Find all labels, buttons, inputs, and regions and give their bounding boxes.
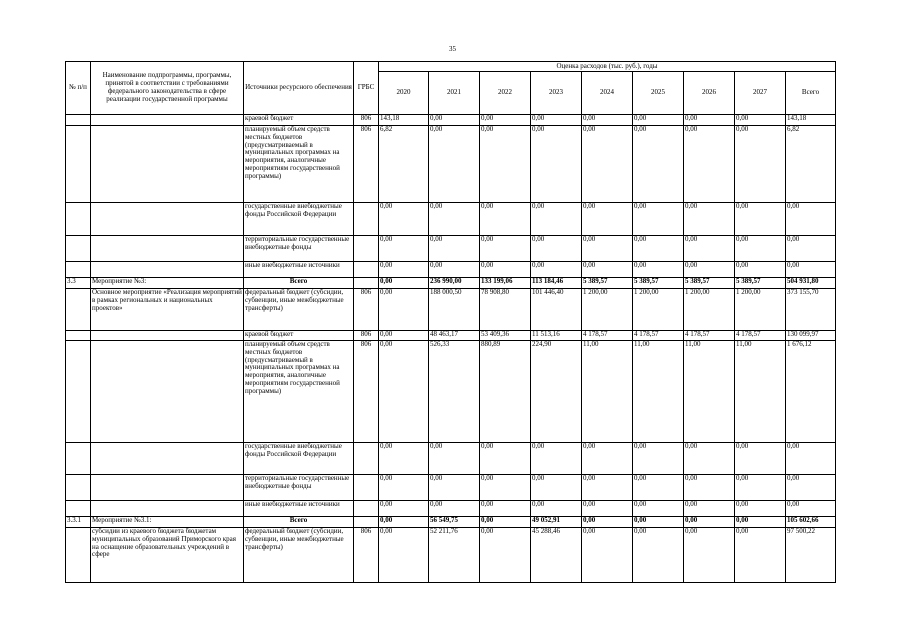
row-value: 0,00: [582, 475, 633, 501]
row-value: 0,00: [684, 236, 735, 262]
row-value: 0,00: [633, 501, 684, 517]
row-value: 11,00: [582, 341, 633, 443]
row-value: 0,00: [379, 501, 429, 517]
row-value: 0,00: [684, 528, 735, 583]
row-value: 0,00: [684, 115, 735, 126]
row-value: 5 389,57: [684, 278, 735, 289]
row-source: Всего: [244, 278, 354, 289]
row-value: 4 178,57: [582, 331, 633, 341]
row-value: 0,00: [633, 236, 684, 262]
row-num: [66, 475, 91, 501]
row-value: 0,00: [531, 475, 582, 501]
row-value: 0,00: [735, 236, 786, 262]
row-name: [91, 475, 244, 501]
row-grbs: 806: [354, 528, 379, 583]
row-source: Всего: [244, 517, 354, 528]
row-grbs: 806: [354, 341, 379, 443]
row-value: 0,00: [786, 475, 836, 501]
row-value: 11 513,16: [531, 331, 582, 341]
row-value: 0,00: [429, 475, 480, 501]
row-value: 0,00: [480, 126, 531, 203]
table-row: [66, 289, 836, 331]
table-row: [66, 331, 836, 341]
row-value: 0,00: [429, 262, 480, 278]
row-value: 0,00: [582, 236, 633, 262]
row-value: 11,00: [684, 341, 735, 443]
row-value: 1 200,00: [633, 289, 684, 331]
table-row: [66, 341, 836, 443]
row-value: 143,18: [379, 115, 429, 126]
header-year: 2021: [429, 72, 480, 115]
row-value: 5 389,57: [735, 278, 786, 289]
row-value: 0,00: [735, 475, 786, 501]
row-source: федеральный бюджет (субсидии, субвенции, иные межбюджетные трансферты): [244, 289, 354, 331]
row-source: краевой бюджет: [244, 115, 354, 126]
row-name: [91, 203, 244, 236]
row-value: 0,00: [531, 126, 582, 203]
row-name: [91, 126, 244, 203]
row-grbs: 806: [354, 331, 379, 341]
row-value: 0,00: [531, 236, 582, 262]
row-value: 0,00: [379, 341, 429, 443]
row-value: 0,00: [480, 501, 531, 517]
row-source: иные внебюджетные источники: [244, 262, 354, 278]
row-value: 105 602,66: [786, 517, 836, 528]
row-grbs: [354, 278, 379, 289]
row-value: 0,00: [633, 203, 684, 236]
row-name: [91, 262, 244, 278]
row-value: 1 200,00: [582, 289, 633, 331]
row-value: 0,00: [633, 475, 684, 501]
row-source: иные внебюджетные источники: [244, 501, 354, 517]
row-value: 49 052,91: [531, 517, 582, 528]
row-num: [66, 443, 91, 475]
row-value: 0,00: [379, 331, 429, 341]
header-year: 2026: [684, 72, 735, 115]
row-value: 0,00: [633, 126, 684, 203]
row-value: 0,00: [786, 236, 836, 262]
row-num: [66, 341, 91, 443]
row-value: 236 990,00: [429, 278, 480, 289]
row-value: 0,00: [429, 236, 480, 262]
table-row: [66, 278, 836, 289]
row-value: 0,00: [531, 203, 582, 236]
row-value: 6,82: [379, 126, 429, 203]
row-grbs: 806: [354, 115, 379, 126]
row-value: 0,00: [684, 126, 735, 203]
row-grbs: [354, 203, 379, 236]
table-body: [66, 115, 836, 583]
row-source: территориальные государственные внебюджетные фонды: [244, 475, 354, 501]
row-value: 4 178,57: [684, 331, 735, 341]
page-number: 35: [449, 45, 456, 53]
row-num: [66, 203, 91, 236]
row-value: 0,00: [379, 289, 429, 331]
row-value: 113 184,46: [531, 278, 582, 289]
budget-table: [65, 61, 836, 583]
row-value: 0,00: [582, 517, 633, 528]
row-name: [91, 443, 244, 475]
row-value: 48 463,17: [429, 331, 480, 341]
row-value: 0,00: [531, 115, 582, 126]
header-year: 2022: [480, 72, 531, 115]
row-grbs: 806: [354, 289, 379, 331]
row-name: [91, 115, 244, 126]
row-value: 0,00: [480, 115, 531, 126]
row-num: 3.3.1: [66, 517, 91, 528]
row-value: 0,00: [633, 528, 684, 583]
header-year: 2020: [379, 72, 429, 115]
row-value: 0,00: [684, 501, 735, 517]
row-value: 52 211,76: [429, 528, 480, 583]
row-value: 130 099,97: [786, 331, 836, 341]
row-value: 0,00: [480, 443, 531, 475]
row-value: 78 908,80: [480, 289, 531, 331]
table-row: [66, 126, 836, 203]
table-row: [66, 236, 836, 262]
row-grbs: [354, 517, 379, 528]
row-value: 1 200,00: [735, 289, 786, 331]
row-value: 0,00: [480, 528, 531, 583]
row-num: [66, 528, 91, 583]
row-value: 0,00: [480, 262, 531, 278]
row-value: 0,00: [633, 517, 684, 528]
row-value: 0,00: [684, 443, 735, 475]
row-name: Основное мероприятие «Реализация мероприятий в рамках региональных и национальных проектов»: [91, 289, 244, 331]
row-value: 0,00: [379, 528, 429, 583]
row-value: 0,00: [735, 501, 786, 517]
row-grbs: 806: [354, 126, 379, 203]
row-value: 0,00: [582, 443, 633, 475]
row-value: 1 200,00: [684, 289, 735, 331]
row-value: 0,00: [582, 203, 633, 236]
row-source: планируемый объем средств местных бюджетов (предусматриваемый в муниципальных программах на мероприятия, аналогичные мероприятиям государственной программы): [244, 341, 354, 443]
row-value: 0,00: [786, 501, 836, 517]
header-year: Всего: [786, 72, 836, 115]
header-year: 2027: [735, 72, 786, 115]
row-value: 880,89: [480, 341, 531, 443]
row-value: 0,00: [633, 443, 684, 475]
row-value: 0,00: [379, 278, 429, 289]
row-value: 0,00: [531, 262, 582, 278]
row-num: [66, 501, 91, 517]
row-value: 97 500,22: [786, 528, 836, 583]
row-source: государственные внебюджетные фонды Российской Федерации: [244, 203, 354, 236]
row-name: Мероприятие №3.1:: [91, 517, 244, 528]
row-value: 5 389,57: [582, 278, 633, 289]
table-header: [66, 62, 836, 115]
table-row: [66, 528, 836, 583]
row-value: 0,00: [684, 517, 735, 528]
row-value: 0,00: [429, 115, 480, 126]
row-source: государственные внебюджетные фонды Российской Федерации: [244, 443, 354, 475]
row-value: 504 931,80: [786, 278, 836, 289]
row-value: 526,33: [429, 341, 480, 443]
header-name: Наименование подпрограммы, программы, принятой в соответствии с требованиями федерального законодательства в сфере реализации государственной программы: [91, 62, 244, 115]
header-year: 2025: [633, 72, 684, 115]
table-row: [66, 443, 836, 475]
row-source: краевой бюджет: [244, 331, 354, 341]
table-row: [66, 475, 836, 501]
row-value: 0,00: [429, 203, 480, 236]
row-value: 188 000,50: [429, 289, 480, 331]
row-num: [66, 331, 91, 341]
table-row: [66, 501, 836, 517]
header-estimate: Оценка расходов (тыс. руб.), годы: [379, 62, 836, 72]
row-num: [66, 115, 91, 126]
row-num: [66, 126, 91, 203]
row-value: 0,00: [633, 115, 684, 126]
row-value: 11,00: [633, 341, 684, 443]
row-grbs: [354, 501, 379, 517]
row-value: 0,00: [735, 203, 786, 236]
row-value: 0,00: [531, 501, 582, 517]
row-value: 0,00: [582, 115, 633, 126]
table-row: [66, 115, 836, 126]
row-value: 0,00: [379, 443, 429, 475]
row-value: 0,00: [480, 475, 531, 501]
row-grbs: [354, 443, 379, 475]
row-value: 0,00: [735, 126, 786, 203]
row-value: 0,00: [735, 262, 786, 278]
row-value: 0,00: [735, 115, 786, 126]
row-value: 0,00: [379, 236, 429, 262]
row-source: территориальные государственные внебюджетные фонды: [244, 236, 354, 262]
row-value: 0,00: [786, 443, 836, 475]
row-value: 56 549,75: [429, 517, 480, 528]
header-source: Источники ресурсного обеспечения: [244, 62, 354, 115]
row-value: 101 446,40: [531, 289, 582, 331]
row-num: [66, 289, 91, 331]
row-value: 0,00: [582, 126, 633, 203]
row-value: 133 199,06: [480, 278, 531, 289]
row-value: 0,00: [582, 501, 633, 517]
row-value: 0,00: [786, 262, 836, 278]
row-value: 11,00: [735, 341, 786, 443]
row-value: 0,00: [379, 475, 429, 501]
header-year: 2023: [531, 72, 582, 115]
row-source: федеральный бюджет (субсидии, субвенции, иные межбюджетные трансферты): [244, 528, 354, 583]
row-value: 143,18: [786, 115, 836, 126]
row-value: 0,00: [480, 236, 531, 262]
table-row: [66, 262, 836, 278]
row-value: 0,00: [735, 443, 786, 475]
row-name: [91, 341, 244, 443]
row-num: [66, 236, 91, 262]
row-value: 6,82: [786, 126, 836, 203]
row-name: [91, 236, 244, 262]
row-value: 4 178,57: [735, 331, 786, 341]
header-num: № п/п: [66, 62, 91, 115]
row-value: 0,00: [379, 517, 429, 528]
row-value: 0,00: [379, 262, 429, 278]
row-name: субсидии из краевого бюджета бюджетам муниципальных образований Приморского края на оснащение образовательных учреждений в сфере: [91, 528, 244, 583]
row-value: 0,00: [429, 126, 480, 203]
row-source: планируемый объем средств местных бюджетов (предусматриваемый в муниципальных программах на мероприятия, аналогичные мероприятиям государственной программы): [244, 126, 354, 203]
row-value: 1 676,12: [786, 341, 836, 443]
row-value: 45 288,46: [531, 528, 582, 583]
row-value: 0,00: [684, 262, 735, 278]
table-row: [66, 517, 836, 528]
row-value: 0,00: [531, 443, 582, 475]
row-value: 224,90: [531, 341, 582, 443]
row-name: [91, 501, 244, 517]
row-value: 5 389,57: [633, 278, 684, 289]
row-value: 4 178,57: [633, 331, 684, 341]
row-value: 0,00: [633, 262, 684, 278]
row-value: 0,00: [735, 517, 786, 528]
row-value: 0,00: [379, 203, 429, 236]
row-value: 0,00: [429, 443, 480, 475]
row-value: 0,00: [735, 528, 786, 583]
header-grbs: ГРБС: [354, 62, 379, 115]
row-value: 373 155,70: [786, 289, 836, 331]
row-value: 0,00: [582, 262, 633, 278]
header-year: 2024: [582, 72, 633, 115]
table-row: [66, 203, 836, 236]
row-grbs: [354, 475, 379, 501]
row-value: 0,00: [480, 517, 531, 528]
row-value: 0,00: [786, 203, 836, 236]
row-grbs: [354, 262, 379, 278]
row-num: [66, 262, 91, 278]
row-value: 53 409,36: [480, 331, 531, 341]
row-grbs: [354, 236, 379, 262]
row-name: [91, 331, 244, 341]
row-value: 0,00: [480, 203, 531, 236]
row-value: 0,00: [582, 528, 633, 583]
row-num: 3.3: [66, 278, 91, 289]
row-name: Мероприятие №3:: [91, 278, 244, 289]
row-value: 0,00: [429, 501, 480, 517]
row-value: 0,00: [684, 203, 735, 236]
row-value: 0,00: [684, 475, 735, 501]
